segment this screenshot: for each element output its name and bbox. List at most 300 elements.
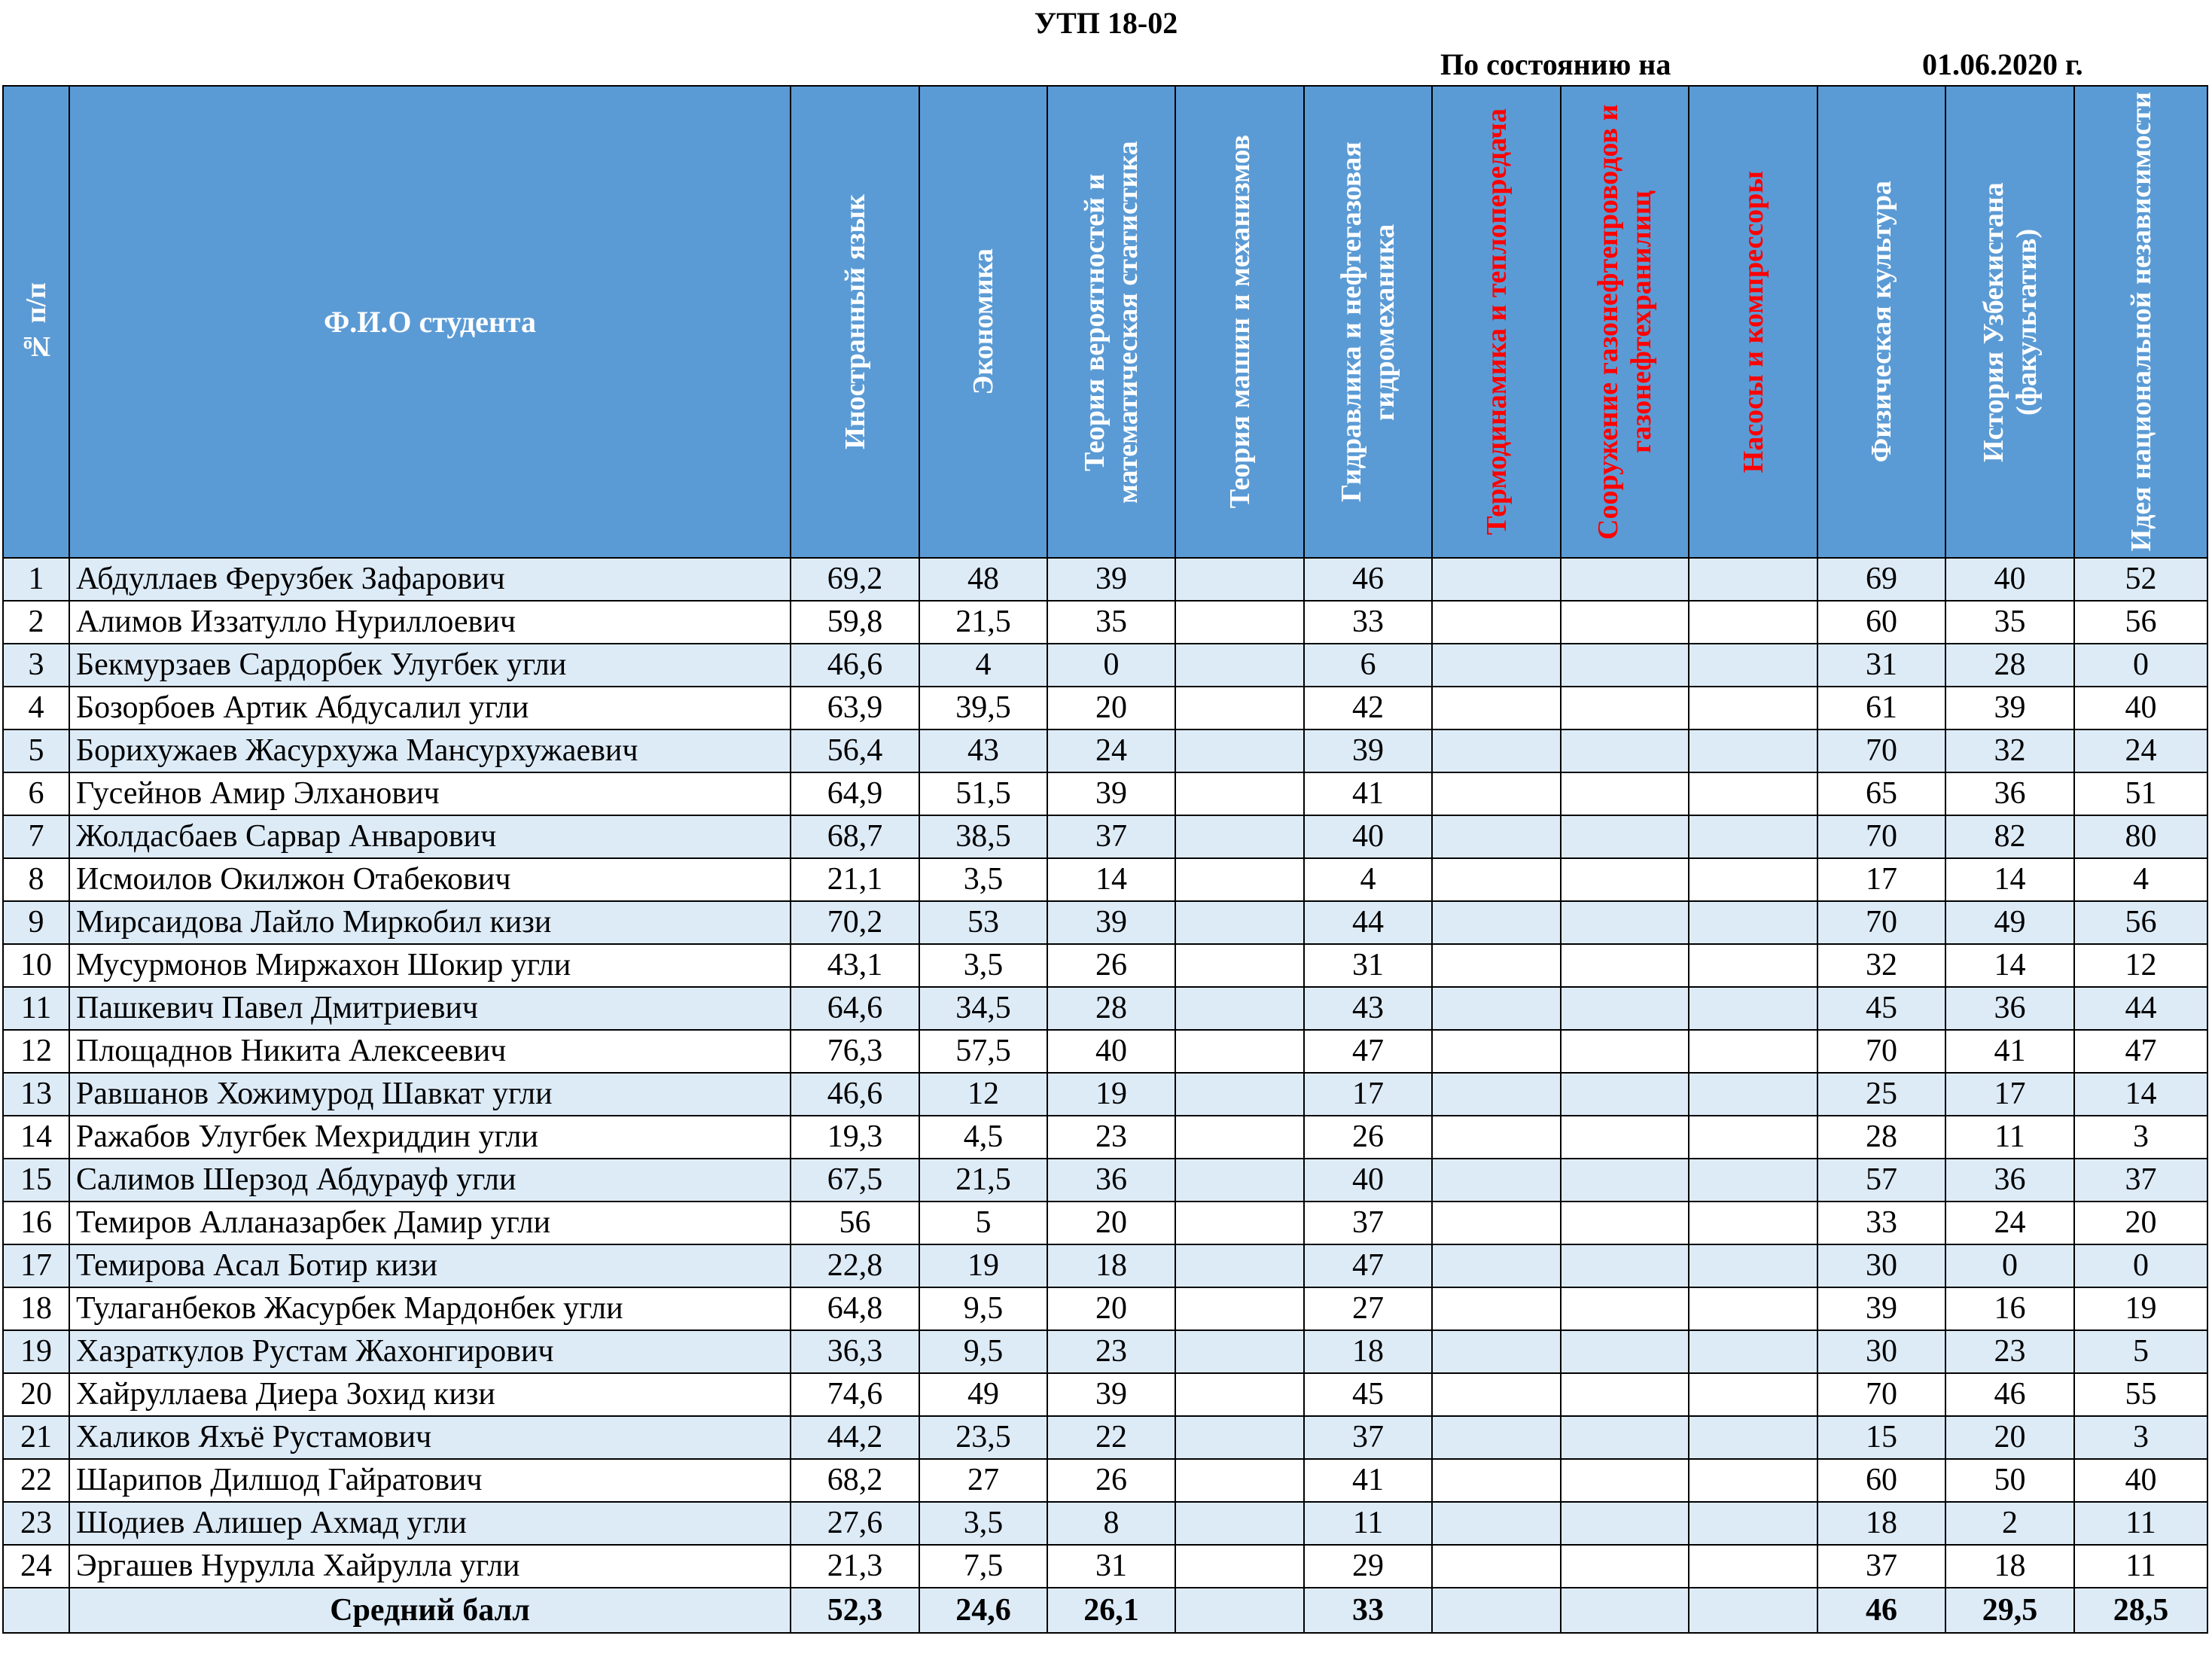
grade-cell[interactable]: 70,2 <box>791 901 919 944</box>
grade-cell[interactable] <box>1175 1116 1304 1159</box>
grade-cell[interactable]: 44,2 <box>791 1416 919 1459</box>
grade-cell[interactable] <box>1561 858 1689 901</box>
grade-cell[interactable]: 40 <box>1304 1159 1432 1202</box>
grade-cell[interactable]: 4 <box>1304 858 1432 901</box>
grade-cell[interactable]: 32 <box>1817 944 1945 987</box>
grade-cell[interactable] <box>1175 1459 1304 1502</box>
grade-cell[interactable]: 51 <box>2074 772 2207 815</box>
grade-cell[interactable] <box>1175 1030 1304 1073</box>
grade-cell[interactable] <box>1175 1287 1304 1330</box>
row-number-cell[interactable]: 5 <box>3 729 69 772</box>
average-cell[interactable]: 46 <box>1817 1588 1945 1633</box>
student-name-cell[interactable]: Салимов Шерзод Абдурауф угли <box>69 1159 791 1202</box>
grade-cell[interactable]: 41 <box>1304 772 1432 815</box>
grade-cell[interactable]: 23 <box>1945 1330 2074 1373</box>
grade-cell[interactable]: 0 <box>2074 1244 2207 1287</box>
row-number-cell[interactable]: 10 <box>3 944 69 987</box>
grade-cell[interactable] <box>1561 987 1689 1030</box>
grade-cell[interactable] <box>1432 901 1561 944</box>
grade-cell[interactable]: 4,5 <box>919 1116 1047 1159</box>
grade-cell[interactable] <box>1432 1159 1561 1202</box>
average-cell[interactable] <box>1561 1588 1689 1633</box>
student-name-cell[interactable]: Хазраткулов Рустам Жахонгирович <box>69 1330 791 1373</box>
grade-cell[interactable]: 40 <box>1304 815 1432 858</box>
grade-cell[interactable]: 57,5 <box>919 1030 1047 1073</box>
grade-cell[interactable]: 46 <box>1304 558 1432 601</box>
grade-cell[interactable] <box>1432 558 1561 601</box>
grade-cell[interactable]: 69 <box>1817 558 1945 601</box>
grade-cell[interactable]: 26 <box>1047 1459 1175 1502</box>
student-name-cell[interactable]: Площаднов Никита Алексеевич <box>69 1030 791 1073</box>
student-name-cell[interactable]: Халиков Яхъё Рустамович <box>69 1416 791 1459</box>
grade-cell[interactable] <box>1561 1030 1689 1073</box>
grade-cell[interactable]: 40 <box>1047 1030 1175 1073</box>
grade-cell[interactable]: 14 <box>2074 1073 2207 1116</box>
grade-cell[interactable] <box>1175 729 1304 772</box>
grade-cell[interactable] <box>1561 1459 1689 1502</box>
row-number-cell[interactable]: 18 <box>3 1287 69 1330</box>
grade-cell[interactable] <box>1432 1502 1561 1545</box>
grade-cell[interactable] <box>1689 1073 1817 1116</box>
grade-cell[interactable] <box>1175 1416 1304 1459</box>
col-header-economics[interactable] <box>919 86 1047 558</box>
student-name-cell[interactable]: Шодиев Алишер Ахмад угли <box>69 1502 791 1545</box>
grade-cell[interactable]: 24 <box>1945 1202 2074 1244</box>
average-label-cell[interactable]: Средний балл <box>69 1588 791 1633</box>
grade-cell[interactable] <box>1561 815 1689 858</box>
grade-cell[interactable]: 14 <box>1945 858 2074 901</box>
grade-cell[interactable]: 19 <box>1047 1073 1175 1116</box>
row-number-cell[interactable]: 14 <box>3 1116 69 1159</box>
grade-cell[interactable]: 44 <box>1304 901 1432 944</box>
grade-cell[interactable]: 40 <box>2074 687 2207 729</box>
grade-cell[interactable]: 29 <box>1304 1545 1432 1588</box>
grade-cell[interactable] <box>1561 558 1689 601</box>
grade-cell[interactable]: 27,6 <box>791 1502 919 1545</box>
grade-cell[interactable] <box>1175 1373 1304 1416</box>
student-name-cell[interactable]: Жолдасбаев Сарвар Анварович <box>69 815 791 858</box>
col-header-machine-theory[interactable] <box>1175 86 1304 558</box>
grade-cell[interactable]: 39 <box>1945 687 2074 729</box>
student-name-cell[interactable]: Алимов Иззатулло Нуриллоевич <box>69 601 791 644</box>
student-name-cell[interactable]: Темиров Алланазарбек Дамир угли <box>69 1202 791 1244</box>
grade-cell[interactable]: 36 <box>1945 772 2074 815</box>
grade-cell[interactable] <box>1432 644 1561 687</box>
grade-cell[interactable]: 33 <box>1304 601 1432 644</box>
grade-cell[interactable]: 5 <box>2074 1330 2207 1373</box>
grade-cell[interactable] <box>1689 601 1817 644</box>
grade-cell[interactable] <box>1689 1116 1817 1159</box>
grade-cell[interactable] <box>1689 1159 1817 1202</box>
grade-cell[interactable] <box>1432 1202 1561 1244</box>
average-cell[interactable]: 26,1 <box>1047 1588 1175 1633</box>
grade-cell[interactable] <box>1432 1073 1561 1116</box>
grade-cell[interactable] <box>1561 1545 1689 1588</box>
grade-cell[interactable] <box>1432 944 1561 987</box>
grade-cell[interactable]: 18 <box>1047 1244 1175 1287</box>
grade-cell[interactable]: 20 <box>2074 1202 2207 1244</box>
grade-cell[interactable]: 20 <box>1945 1416 2074 1459</box>
grade-cell[interactable] <box>1689 815 1817 858</box>
grade-cell[interactable] <box>1432 1244 1561 1287</box>
grade-cell[interactable]: 17 <box>1304 1073 1432 1116</box>
grade-cell[interactable]: 18 <box>1945 1545 2074 1588</box>
grade-cell[interactable] <box>1689 1202 1817 1244</box>
grade-cell[interactable]: 3 <box>2074 1116 2207 1159</box>
grade-cell[interactable]: 28 <box>1047 987 1175 1030</box>
grade-cell[interactable] <box>1689 729 1817 772</box>
row-number-cell[interactable]: 8 <box>3 858 69 901</box>
grade-cell[interactable]: 43,1 <box>791 944 919 987</box>
grade-cell[interactable] <box>1432 815 1561 858</box>
grade-cell[interactable]: 41 <box>1945 1030 2074 1073</box>
grade-cell[interactable]: 50 <box>1945 1459 2074 1502</box>
grade-cell[interactable] <box>1175 1202 1304 1244</box>
grade-cell[interactable]: 49 <box>1945 901 2074 944</box>
row-number-cell[interactable]: 3 <box>3 644 69 687</box>
grade-cell[interactable] <box>1561 601 1689 644</box>
grade-cell[interactable]: 5 <box>919 1202 1047 1244</box>
average-cell[interactable]: 33 <box>1304 1588 1432 1633</box>
grade-cell[interactable]: 41 <box>1304 1459 1432 1502</box>
grade-cell[interactable]: 21,1 <box>791 858 919 901</box>
col-header-foreign-language[interactable] <box>791 86 919 558</box>
grade-cell[interactable]: 0 <box>1945 1244 2074 1287</box>
grade-cell[interactable]: 11 <box>1304 1502 1432 1545</box>
grade-cell[interactable]: 28 <box>1945 644 2074 687</box>
grade-cell[interactable]: 55 <box>2074 1373 2207 1416</box>
grade-cell[interactable]: 40 <box>1945 558 2074 601</box>
grade-cell[interactable] <box>1561 1202 1689 1244</box>
grade-cell[interactable] <box>1175 687 1304 729</box>
grade-cell[interactable] <box>1432 1330 1561 1373</box>
grade-cell[interactable]: 61 <box>1817 687 1945 729</box>
col-header-pipeline-construction[interactable] <box>1561 86 1689 558</box>
grade-cell[interactable] <box>1432 1545 1561 1588</box>
student-name-cell[interactable]: Хайруллаева Диера Зохид кизи <box>69 1373 791 1416</box>
grade-cell[interactable]: 80 <box>2074 815 2207 858</box>
grade-cell[interactable]: 51,5 <box>919 772 1047 815</box>
grade-cell[interactable] <box>1175 1244 1304 1287</box>
grade-cell[interactable]: 21,5 <box>919 601 1047 644</box>
grade-cell[interactable]: 33 <box>1817 1202 1945 1244</box>
grade-cell[interactable]: 68,2 <box>791 1459 919 1502</box>
grade-cell[interactable] <box>1432 858 1561 901</box>
grade-cell[interactable] <box>1175 1502 1304 1545</box>
grade-cell[interactable]: 68,7 <box>791 815 919 858</box>
grade-cell[interactable]: 70 <box>1817 1373 1945 1416</box>
grade-cell[interactable] <box>1689 1030 1817 1073</box>
grade-cell[interactable]: 44 <box>2074 987 2207 1030</box>
student-name-cell[interactable]: Мирсаидова Лайло Миркобил кизи <box>69 901 791 944</box>
grade-cell[interactable] <box>1689 644 1817 687</box>
row-number-cell[interactable]: 21 <box>3 1416 69 1459</box>
grade-cell[interactable]: 20 <box>1047 687 1175 729</box>
grade-cell[interactable]: 23 <box>1047 1116 1175 1159</box>
grade-cell[interactable]: 22,8 <box>791 1244 919 1287</box>
grade-cell[interactable] <box>1175 1545 1304 1588</box>
student-name-cell[interactable]: Пашкевич Павел Дмитриевич <box>69 987 791 1030</box>
student-name-cell[interactable]: Абдуллаев Ферузбек Зафарович <box>69 558 791 601</box>
grade-cell[interactable]: 11 <box>2074 1502 2207 1545</box>
grade-cell[interactable]: 19,3 <box>791 1116 919 1159</box>
grade-cell[interactable]: 74,6 <box>791 1373 919 1416</box>
average-cell[interactable]: 24,6 <box>919 1588 1047 1633</box>
grade-cell[interactable] <box>1432 729 1561 772</box>
average-cell[interactable]: 28,5 <box>2074 1588 2207 1633</box>
row-number-cell[interactable]: 19 <box>3 1330 69 1373</box>
grade-cell[interactable] <box>1689 1545 1817 1588</box>
col-header-thermodynamics[interactable] <box>1432 86 1561 558</box>
grade-cell[interactable]: 37 <box>1047 815 1175 858</box>
grade-cell[interactable]: 9,5 <box>919 1287 1047 1330</box>
grade-cell[interactable]: 46 <box>1945 1373 2074 1416</box>
col-header-history-uzbekistan[interactable] <box>1945 86 2074 558</box>
grade-cell[interactable]: 39,5 <box>919 687 1047 729</box>
student-name-cell[interactable]: Гусейнов Амир Элханович <box>69 772 791 815</box>
grade-cell[interactable]: 56,4 <box>791 729 919 772</box>
grade-cell[interactable]: 0 <box>2074 644 2207 687</box>
grade-cell[interactable]: 4 <box>2074 858 2207 901</box>
grade-cell[interactable] <box>1432 1030 1561 1073</box>
grade-cell[interactable]: 57 <box>1817 1159 1945 1202</box>
grade-cell[interactable] <box>1432 1459 1561 1502</box>
row-number-cell[interactable]: 22 <box>3 1459 69 1502</box>
grade-cell[interactable]: 12 <box>919 1073 1047 1116</box>
grade-cell[interactable]: 19 <box>2074 1287 2207 1330</box>
grade-cell[interactable]: 26 <box>1047 944 1175 987</box>
row-number-cell[interactable]: 1 <box>3 558 69 601</box>
grade-cell[interactable]: 17 <box>1817 858 1945 901</box>
grade-cell[interactable]: 39 <box>1047 1373 1175 1416</box>
grade-cell[interactable]: 19 <box>919 1244 1047 1287</box>
row-number-cell[interactable]: 23 <box>3 1502 69 1545</box>
grade-cell[interactable]: 39 <box>1817 1287 1945 1330</box>
grade-cell[interactable]: 37 <box>1817 1545 1945 1588</box>
grade-cell[interactable] <box>1561 1416 1689 1459</box>
grade-cell[interactable]: 23 <box>1047 1330 1175 1373</box>
student-name-cell[interactable]: Равшанов Хожимурод Шавкат угли <box>69 1073 791 1116</box>
grade-cell[interactable]: 46,6 <box>791 644 919 687</box>
grade-cell[interactable] <box>1689 772 1817 815</box>
student-name-cell[interactable]: Бекмурзаев Сардорбек Улугбек угли <box>69 644 791 687</box>
grade-cell[interactable] <box>1561 1287 1689 1330</box>
grade-cell[interactable]: 11 <box>1945 1116 2074 1159</box>
grade-cell[interactable]: 35 <box>1047 601 1175 644</box>
grade-cell[interactable]: 15 <box>1817 1416 1945 1459</box>
grade-cell[interactable]: 7,5 <box>919 1545 1047 1588</box>
grade-cell[interactable]: 37 <box>1304 1202 1432 1244</box>
grade-cell[interactable]: 37 <box>2074 1159 2207 1202</box>
grade-cell[interactable] <box>1689 901 1817 944</box>
row-number-cell[interactable]: 11 <box>3 987 69 1030</box>
col-header-national-idea[interactable] <box>2074 86 2207 558</box>
grade-cell[interactable] <box>1432 601 1561 644</box>
grade-cell[interactable]: 4 <box>919 644 1047 687</box>
grade-cell[interactable]: 70 <box>1817 815 1945 858</box>
grade-cell[interactable]: 43 <box>1304 987 1432 1030</box>
grade-cell[interactable] <box>1432 687 1561 729</box>
grade-cell[interactable] <box>1689 1502 1817 1545</box>
grade-cell[interactable]: 60 <box>1817 601 1945 644</box>
grade-cell[interactable]: 27 <box>919 1459 1047 1502</box>
grade-cell[interactable]: 45 <box>1817 987 1945 1030</box>
grade-cell[interactable]: 36 <box>1945 1159 2074 1202</box>
grade-cell[interactable] <box>1432 1416 1561 1459</box>
grade-cell[interactable] <box>1561 1116 1689 1159</box>
grade-cell[interactable] <box>1175 1073 1304 1116</box>
grade-cell[interactable]: 47 <box>1304 1244 1432 1287</box>
grade-cell[interactable] <box>1175 644 1304 687</box>
grade-cell[interactable]: 30 <box>1817 1330 1945 1373</box>
grade-cell[interactable]: 60 <box>1817 1459 1945 1502</box>
grade-cell[interactable] <box>1561 944 1689 987</box>
row-number-cell[interactable]: 4 <box>3 687 69 729</box>
grade-cell[interactable]: 39 <box>1047 558 1175 601</box>
col-header-pumps-compressors[interactable] <box>1689 86 1817 558</box>
grade-cell[interactable]: 20 <box>1047 1202 1175 1244</box>
grade-cell[interactable]: 3,5 <box>919 858 1047 901</box>
grade-cell[interactable]: 24 <box>2074 729 2207 772</box>
col-header-student-name[interactable] <box>69 86 791 558</box>
grade-cell[interactable] <box>1432 987 1561 1030</box>
grade-cell[interactable] <box>1561 1373 1689 1416</box>
grade-cell[interactable]: 21,3 <box>791 1545 919 1588</box>
grade-cell[interactable]: 70 <box>1817 901 1945 944</box>
grade-cell[interactable] <box>1175 815 1304 858</box>
grade-cell[interactable]: 53 <box>919 901 1047 944</box>
grade-cell[interactable]: 34,5 <box>919 987 1047 1030</box>
grade-cell[interactable]: 3,5 <box>919 1502 1047 1545</box>
student-name-cell[interactable]: Мусурмонов Миржахон Шокир угли <box>69 944 791 987</box>
grade-cell[interactable] <box>1175 772 1304 815</box>
grade-cell[interactable]: 43 <box>919 729 1047 772</box>
grade-cell[interactable] <box>1175 944 1304 987</box>
grade-cell[interactable]: 2 <box>1945 1502 2074 1545</box>
col-header-physical-culture[interactable] <box>1817 86 1945 558</box>
grade-cell[interactable]: 59,8 <box>791 601 919 644</box>
grade-cell[interactable]: 3 <box>2074 1416 2207 1459</box>
average-cell[interactable] <box>1689 1588 1817 1633</box>
grade-cell[interactable]: 24 <box>1047 729 1175 772</box>
grade-cell[interactable] <box>1561 1244 1689 1287</box>
grade-cell[interactable]: 22 <box>1047 1416 1175 1459</box>
grade-cell[interactable]: 45 <box>1304 1373 1432 1416</box>
grade-cell[interactable] <box>1561 687 1689 729</box>
grade-cell[interactable]: 31 <box>1304 944 1432 987</box>
grade-cell[interactable] <box>1689 687 1817 729</box>
grade-cell[interactable]: 14 <box>1945 944 2074 987</box>
grade-cell[interactable]: 8 <box>1047 1502 1175 1545</box>
grade-cell[interactable]: 32 <box>1945 729 2074 772</box>
grade-cell[interactable]: 14 <box>1047 858 1175 901</box>
grade-cell[interactable]: 64,9 <box>791 772 919 815</box>
grade-cell[interactable] <box>1689 987 1817 1030</box>
grade-cell[interactable] <box>1175 901 1304 944</box>
grade-cell[interactable]: 82 <box>1945 815 2074 858</box>
grade-cell[interactable] <box>1175 1330 1304 1373</box>
student-name-cell[interactable]: Ражабов Улугбек Мехриддин угли <box>69 1116 791 1159</box>
grade-cell[interactable] <box>1689 1244 1817 1287</box>
grade-cell[interactable]: 26 <box>1304 1116 1432 1159</box>
grade-cell[interactable] <box>1561 729 1689 772</box>
row-number-cell[interactable]: 20 <box>3 1373 69 1416</box>
grade-cell[interactable] <box>1689 944 1817 987</box>
row-number-cell[interactable]: 9 <box>3 901 69 944</box>
row-number-cell[interactable]: 15 <box>3 1159 69 1202</box>
row-number-cell[interactable]: 17 <box>3 1244 69 1287</box>
row-number-cell[interactable]: 13 <box>3 1073 69 1116</box>
student-name-cell[interactable]: Тулаганбеков Жасурбек Мардонбек угли <box>69 1287 791 1330</box>
grade-cell[interactable]: 49 <box>919 1373 1047 1416</box>
grade-cell[interactable] <box>1689 1330 1817 1373</box>
grade-cell[interactable] <box>1689 858 1817 901</box>
grade-cell[interactable] <box>1432 1287 1561 1330</box>
grade-cell[interactable] <box>1432 1373 1561 1416</box>
grade-cell[interactable]: 56 <box>2074 601 2207 644</box>
grade-cell[interactable] <box>1432 772 1561 815</box>
grade-cell[interactable] <box>1175 558 1304 601</box>
average-cell[interactable] <box>1175 1588 1304 1633</box>
average-cell[interactable] <box>3 1588 69 1633</box>
grade-cell[interactable]: 36,3 <box>791 1330 919 1373</box>
grade-cell[interactable]: 64,6 <box>791 987 919 1030</box>
grade-cell[interactable]: 31 <box>1047 1545 1175 1588</box>
grade-cell[interactable]: 46,6 <box>791 1073 919 1116</box>
grade-cell[interactable]: 64,8 <box>791 1287 919 1330</box>
grade-cell[interactable]: 65 <box>1817 772 1945 815</box>
grade-cell[interactable]: 70 <box>1817 729 1945 772</box>
grade-cell[interactable]: 40 <box>2074 1459 2207 1502</box>
grade-cell[interactable] <box>1561 1330 1689 1373</box>
grade-cell[interactable]: 16 <box>1945 1287 2074 1330</box>
grade-cell[interactable] <box>1561 1502 1689 1545</box>
row-number-cell[interactable]: 7 <box>3 815 69 858</box>
grade-cell[interactable]: 39 <box>1304 729 1432 772</box>
student-name-cell[interactable]: Темирова Асал Ботир кизи <box>69 1244 791 1287</box>
grade-cell[interactable] <box>1689 1373 1817 1416</box>
grade-cell[interactable]: 67,5 <box>791 1159 919 1202</box>
grade-cell[interactable]: 47 <box>1304 1030 1432 1073</box>
grade-cell[interactable]: 56 <box>2074 901 2207 944</box>
average-cell[interactable] <box>1432 1588 1561 1633</box>
grade-cell[interactable] <box>1175 601 1304 644</box>
grade-cell[interactable]: 35 <box>1945 601 2074 644</box>
grade-cell[interactable]: 9,5 <box>919 1330 1047 1373</box>
grade-cell[interactable]: 48 <box>919 558 1047 601</box>
grade-cell[interactable] <box>1689 1459 1817 1502</box>
grade-cell[interactable]: 20 <box>1047 1287 1175 1330</box>
student-name-cell[interactable]: Борихужаев Жасурхужа Мансурхужаевич <box>69 729 791 772</box>
col-header-probability-statistics[interactable] <box>1047 86 1175 558</box>
col-header-number[interactable] <box>3 86 69 558</box>
grade-cell[interactable]: 63,9 <box>791 687 919 729</box>
row-number-cell[interactable]: 24 <box>3 1545 69 1588</box>
grade-cell[interactable] <box>1175 987 1304 1030</box>
grade-cell[interactable] <box>1689 1416 1817 1459</box>
grade-cell[interactable]: 39 <box>1047 901 1175 944</box>
grade-cell[interactable]: 37 <box>1304 1416 1432 1459</box>
average-cell[interactable]: 29,5 <box>1945 1588 2074 1633</box>
grade-cell[interactable]: 36 <box>1047 1159 1175 1202</box>
average-cell[interactable]: 52,3 <box>791 1588 919 1633</box>
student-name-cell[interactable]: Шарипов Дилшод Гайратович <box>69 1459 791 1502</box>
grade-cell[interactable]: 28 <box>1817 1116 1945 1159</box>
grade-cell[interactable]: 42 <box>1304 687 1432 729</box>
grade-cell[interactable]: 27 <box>1304 1287 1432 1330</box>
grade-cell[interactable]: 3,5 <box>919 944 1047 987</box>
grade-cell[interactable]: 23,5 <box>919 1416 1047 1459</box>
